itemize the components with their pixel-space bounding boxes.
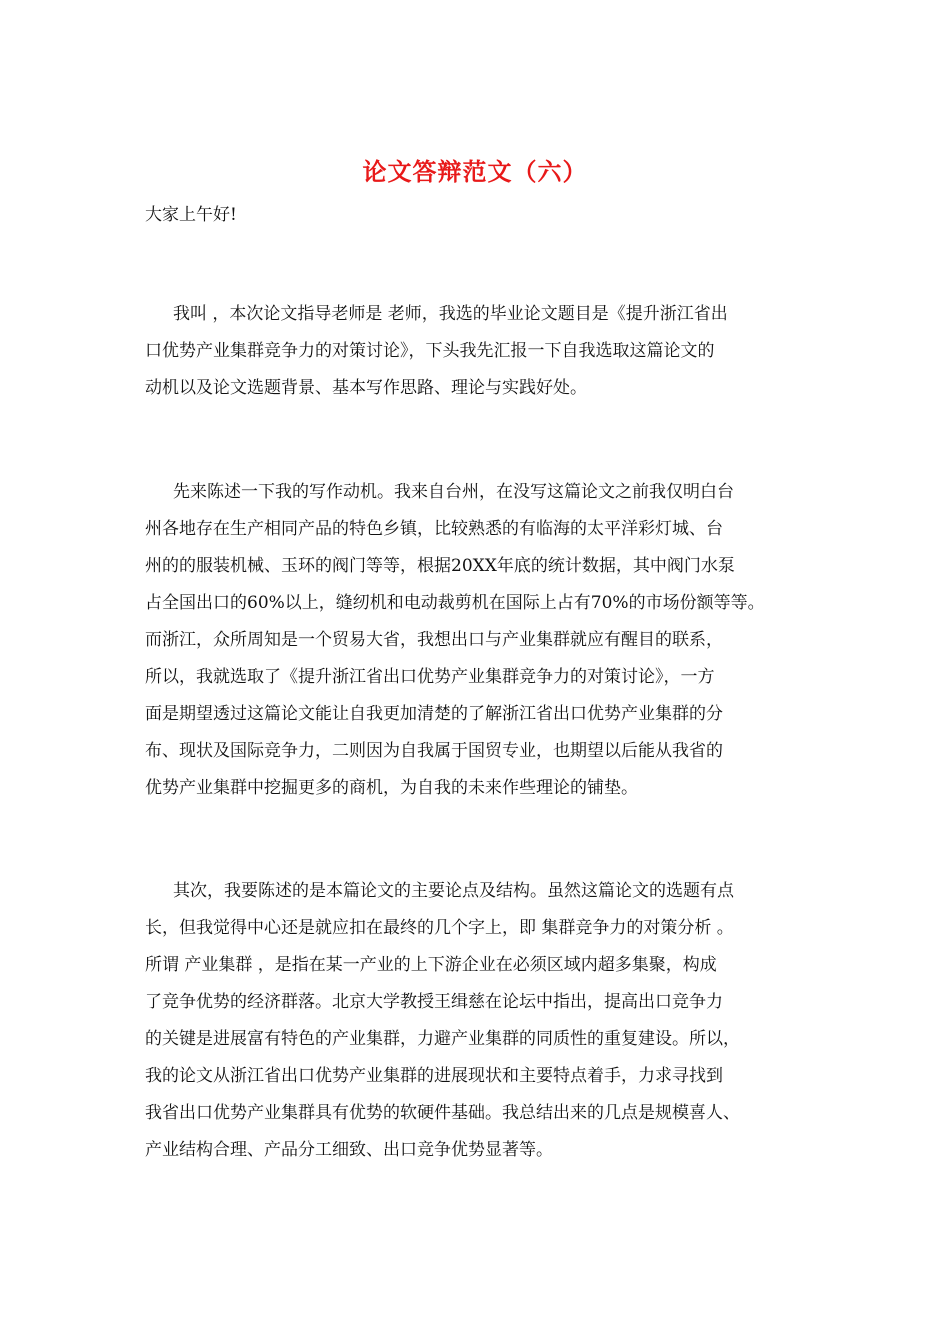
paragraph-line: 州的的服装机械、玉环的阀门等等，根据20XX年底的统计数据，其中阀门水泵 [145,556,735,576]
paragraph-line: 动机以及论文选题背景、基本写作思路、理论与实践好处。 [145,378,587,398]
paragraph-1 [145,296,810,407]
paragraph-line: 而浙江，众所周知是一个贸易大省，我想出口与产业集群就应有醒目的联系， [145,630,723,650]
greeting-text: 大家上午好! [145,205,237,225]
paragraph-line: 产业结构合理、产品分工细致、出口竞争优势显著等。 [145,1140,553,1160]
paragraph-line: 布、现状及国际竞争力，二则因为自我属于国贸专业，也期望以后能从我省的 [145,741,723,761]
paragraph-line: 长，但我觉得中心还是就应扣在最终的几个字上，即 集群竞争力的对策分析 。 [145,918,734,938]
paragraph-line: 所以，我就选取了《提升浙江省出口优势产业集群竞争力的对策讨论》，一方 [145,667,715,687]
paragraph-line: 面是期望透过这篇论文能让自我更加清楚的了解浙江省出口优势产业集群的分 [145,704,723,724]
paragraph-line: 我省出口优势产业集群具有优势的软硬件基础。我总结出来的几点是规模喜人、 [145,1103,740,1123]
paragraph-line: 占全国出口的60%以上，缝纫机和电动裁剪机在国际上占有70%的市场份额等等。 [145,593,765,613]
paragraph-line: 了竞争优势的经济群落。北京大学教授王缉慈在论坛中指出，提高出口竞争力 [145,992,723,1012]
paragraph-line: 的关键是进展富有特色的产业集群，力避产业集群的同质性的重复建设。所以， [145,1029,740,1049]
paragraph-line: 口优势产业集群竞争力的对策讨论》，下头我先汇报一下自我选取这篇论文的 [145,341,715,361]
paragraph-line: 其次，我要陈述的是本篇论文的主要论点及结构。虽然这篇论文的选题有点 [173,881,734,901]
paragraph-3 [145,873,810,1169]
paragraph-line: 所谓 产业集群 ，是指在某一产业的上下游企业在必须区域内超多集聚，构成 [145,955,717,975]
paragraph-line: 优势产业集群中挖掘更多的商机，为自我的未来作些理论的铺垫。 [145,778,638,798]
paragraph-line: 我叫 ，本次论文指导老师是 老师，我选的毕业论文题目是《提升浙江省出 [173,304,728,324]
paragraph-line: 我的论文从浙江省出口优势产业集群的进展现状和主要特点着手，力求寻找到 [145,1066,723,1086]
document-title: 论文答辩范文（六） [362,157,588,186]
paragraph-line: 州各地存在生产相同产品的特色乡镇，比较熟悉的有临海的太平洋彩灯城、台 [145,519,723,539]
paragraph-2 [145,474,810,807]
paragraph-line: 先来陈述一下我的写作动机。我来自台州，在没写这篇论文之前我仅明白台 [173,482,734,502]
